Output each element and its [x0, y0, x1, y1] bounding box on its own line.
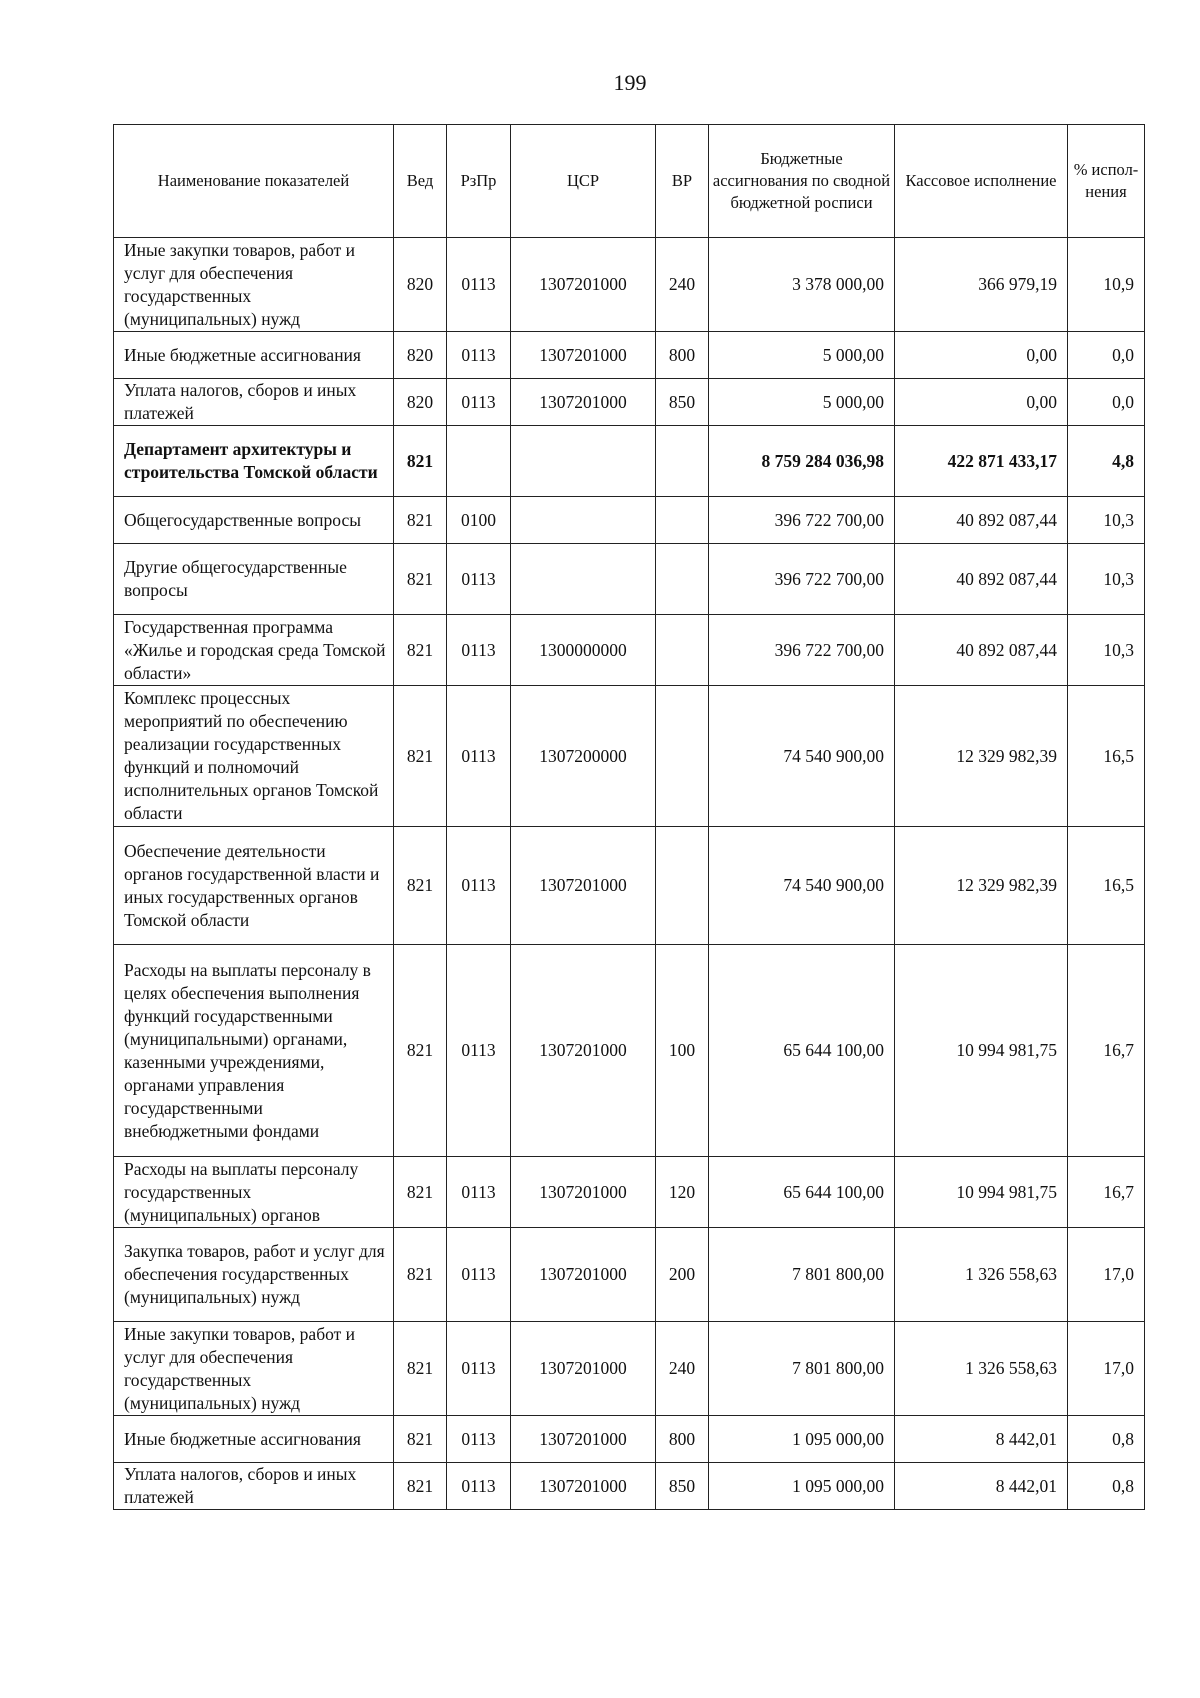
table-row: [114, 827, 1145, 945]
table-row: [114, 426, 1145, 497]
row-cash-execution: 10 994 981,75: [895, 1157, 1068, 1228]
row-rzpr: 0113: [447, 544, 511, 615]
row-allocation: 7 801 800,00: [709, 1322, 895, 1416]
row-csr: 1307201000: [511, 945, 656, 1157]
row-percent: 10,9: [1068, 238, 1145, 332]
row-vr: 850: [656, 1463, 709, 1510]
row-vr: 800: [656, 1416, 709, 1463]
header-rzpr: РзПр: [447, 125, 511, 238]
row-name: Обеспечение деятельности органов государственной власти и иных государственных органов Томской области: [114, 827, 394, 945]
row-cash-execution: 366 979,19: [895, 238, 1068, 332]
row-name: Иные закупки товаров, работ и услуг для обеспечения государственных (муниципальных) нужд: [114, 238, 394, 332]
row-rzpr: 0113: [447, 238, 511, 332]
row-vr: 200: [656, 1228, 709, 1322]
row-name: Уплата налогов, сборов и иных платежей: [114, 1463, 394, 1510]
row-vr: 240: [656, 238, 709, 332]
row-name: Иные бюджетные ассигнования: [114, 1416, 394, 1463]
row-csr: [511, 426, 656, 497]
row-allocation: 74 540 900,00: [709, 686, 895, 827]
table-row: [114, 238, 1145, 332]
row-cash-execution: 0,00: [895, 379, 1068, 426]
table-row: [114, 1463, 1145, 1510]
row-percent: 0,0: [1068, 332, 1145, 379]
table-row: [114, 544, 1145, 615]
table-row: [114, 945, 1145, 1157]
row-cash-execution: 40 892 087,44: [895, 615, 1068, 686]
row-ved: 821: [394, 426, 447, 497]
row-cash-execution: 0,00: [895, 332, 1068, 379]
header-percent: % испол-нения: [1068, 125, 1145, 238]
row-allocation: 3 378 000,00: [709, 238, 895, 332]
row-cash-execution: 8 442,01: [895, 1416, 1068, 1463]
row-cash-execution: 12 329 982,39: [895, 827, 1068, 945]
row-cash-execution: 1 326 558,63: [895, 1228, 1068, 1322]
row-allocation: 7 801 800,00: [709, 1228, 895, 1322]
table-row: [114, 1157, 1145, 1228]
row-cash-execution: 422 871 433,17: [895, 426, 1068, 497]
row-vr: 100: [656, 945, 709, 1157]
row-csr: 1307201000: [511, 1416, 656, 1463]
row-allocation: 5 000,00: [709, 379, 895, 426]
row-csr: 1307201000: [511, 238, 656, 332]
row-allocation: 1 095 000,00: [709, 1463, 895, 1510]
row-name: Государственная программа «Жилье и городская среда Томской области»: [114, 615, 394, 686]
row-allocation: 396 722 700,00: [709, 497, 895, 544]
table-row: [114, 332, 1145, 379]
row-rzpr: 0113: [447, 827, 511, 945]
row-csr: 1307201000: [511, 1322, 656, 1416]
row-csr: [511, 544, 656, 615]
row-csr: 1307201000: [511, 379, 656, 426]
row-csr: 1307201000: [511, 332, 656, 379]
table-row: [114, 379, 1145, 426]
row-rzpr: 0113: [447, 1157, 511, 1228]
row-name: Уплата налогов, сборов и иных платежей: [114, 379, 394, 426]
row-percent: 17,0: [1068, 1322, 1145, 1416]
row-rzpr: 0113: [447, 1322, 511, 1416]
row-rzpr: 0113: [447, 1416, 511, 1463]
row-percent: 10,3: [1068, 615, 1145, 686]
row-ved: 820: [394, 379, 447, 426]
row-csr: 1307201000: [511, 827, 656, 945]
row-rzpr: [447, 426, 511, 497]
page-number: 199: [613, 70, 647, 95]
row-vr: 850: [656, 379, 709, 426]
row-rzpr: 0100: [447, 497, 511, 544]
header-allocations: Бюджетные ассигнования по сводной бюджетной росписи: [709, 125, 895, 238]
row-rzpr: 0113: [447, 379, 511, 426]
table-row: [114, 1322, 1145, 1416]
row-cash-execution: 40 892 087,44: [895, 544, 1068, 615]
row-cash-execution: 1 326 558,63: [895, 1322, 1068, 1416]
row-vr: [656, 686, 709, 827]
row-rzpr: 0113: [447, 1463, 511, 1510]
row-cash-execution: 8 442,01: [895, 1463, 1068, 1510]
row-vr: [656, 615, 709, 686]
row-vr: 240: [656, 1322, 709, 1416]
row-ved: 821: [394, 1463, 447, 1510]
row-vr: [656, 544, 709, 615]
row-csr: 1307201000: [511, 1463, 656, 1510]
row-ved: 821: [394, 497, 447, 544]
row-rzpr: 0113: [447, 1228, 511, 1322]
row-percent: 10,3: [1068, 497, 1145, 544]
row-ved: 821: [394, 1416, 447, 1463]
row-allocation: 396 722 700,00: [709, 544, 895, 615]
table-row: [114, 686, 1145, 827]
row-cash-execution: 10 994 981,75: [895, 945, 1068, 1157]
table-row: [114, 1228, 1145, 1322]
row-percent: 16,5: [1068, 827, 1145, 945]
table-row: [114, 615, 1145, 686]
row-percent: 0,0: [1068, 379, 1145, 426]
row-allocation: 65 644 100,00: [709, 945, 895, 1157]
row-vr: 120: [656, 1157, 709, 1228]
row-csr: 1300000000: [511, 615, 656, 686]
row-ved: 821: [394, 1228, 447, 1322]
row-vr: [656, 497, 709, 544]
row-ved: 821: [394, 1322, 447, 1416]
row-rzpr: 0113: [447, 332, 511, 379]
row-percent: 17,0: [1068, 1228, 1145, 1322]
row-allocation: 65 644 100,00: [709, 1157, 895, 1228]
row-name: Департамент архитектуры и строительства Томской области: [114, 426, 394, 497]
header-vr: ВР: [656, 125, 709, 238]
row-rzpr: 0113: [447, 945, 511, 1157]
header-name: Наименование показателей: [114, 125, 394, 238]
header-csr: ЦСР: [511, 125, 656, 238]
row-cash-execution: 40 892 087,44: [895, 497, 1068, 544]
row-csr: 1307201000: [511, 1228, 656, 1322]
row-name: Комплекс процессных мероприятий по обеспечению реализации государственных функций и полномочий исполнительных органов Томской области: [114, 686, 394, 827]
row-percent: 16,5: [1068, 686, 1145, 827]
row-name: Иные закупки товаров, работ и услуг для обеспечения государственных (муниципальных) нужд: [114, 1322, 394, 1416]
row-percent: 0,8: [1068, 1416, 1145, 1463]
row-ved: 821: [394, 544, 447, 615]
header-ved: Вед: [394, 125, 447, 238]
row-name: Расходы на выплаты персоналу государственных (муниципальных) органов: [114, 1157, 394, 1228]
header-cash-execution: Кассовое исполнение: [895, 125, 1068, 238]
row-rzpr: 0113: [447, 615, 511, 686]
row-vr: [656, 827, 709, 945]
row-rzpr: 0113: [447, 686, 511, 827]
row-percent: 0,8: [1068, 1463, 1145, 1510]
row-allocation: 396 722 700,00: [709, 615, 895, 686]
row-vr: 800: [656, 332, 709, 379]
row-allocation: 5 000,00: [709, 332, 895, 379]
table-body: [114, 238, 1145, 1510]
row-allocation: 74 540 900,00: [709, 827, 895, 945]
row-name: Расходы на выплаты персоналу в целях обеспечения выполнения функций государственными (муниципальными) органами, казенными учреждениями, органами управления государственными внебюджетными фондами: [114, 945, 394, 1157]
row-ved: 820: [394, 332, 447, 379]
row-name: Общегосударственные вопросы: [114, 497, 394, 544]
row-percent: 4,8: [1068, 426, 1145, 497]
row-csr: [511, 497, 656, 544]
row-ved: 820: [394, 238, 447, 332]
table-row: [114, 497, 1145, 544]
row-ved: 821: [394, 1157, 447, 1228]
row-ved: 821: [394, 945, 447, 1157]
row-percent: 10,3: [1068, 544, 1145, 615]
row-name: Другие общегосударственные вопросы: [114, 544, 394, 615]
row-name: Иные бюджетные ассигнования: [114, 332, 394, 379]
row-csr: 1307201000: [511, 1157, 656, 1228]
row-csr: 1307200000: [511, 686, 656, 827]
row-cash-execution: 12 329 982,39: [895, 686, 1068, 827]
row-ved: 821: [394, 686, 447, 827]
row-vr: [656, 426, 709, 497]
row-ved: 821: [394, 827, 447, 945]
budget-table: [113, 124, 1145, 1510]
row-allocation: 8 759 284 036,98: [709, 426, 895, 497]
row-ved: 821: [394, 615, 447, 686]
row-percent: 16,7: [1068, 945, 1145, 1157]
row-allocation: 1 095 000,00: [709, 1416, 895, 1463]
table-row: [114, 1416, 1145, 1463]
header-row: [114, 125, 1145, 238]
row-percent: 16,7: [1068, 1157, 1145, 1228]
row-name: Закупка товаров, работ и услуг для обеспечения государственных (муниципальных) нужд: [114, 1228, 394, 1322]
